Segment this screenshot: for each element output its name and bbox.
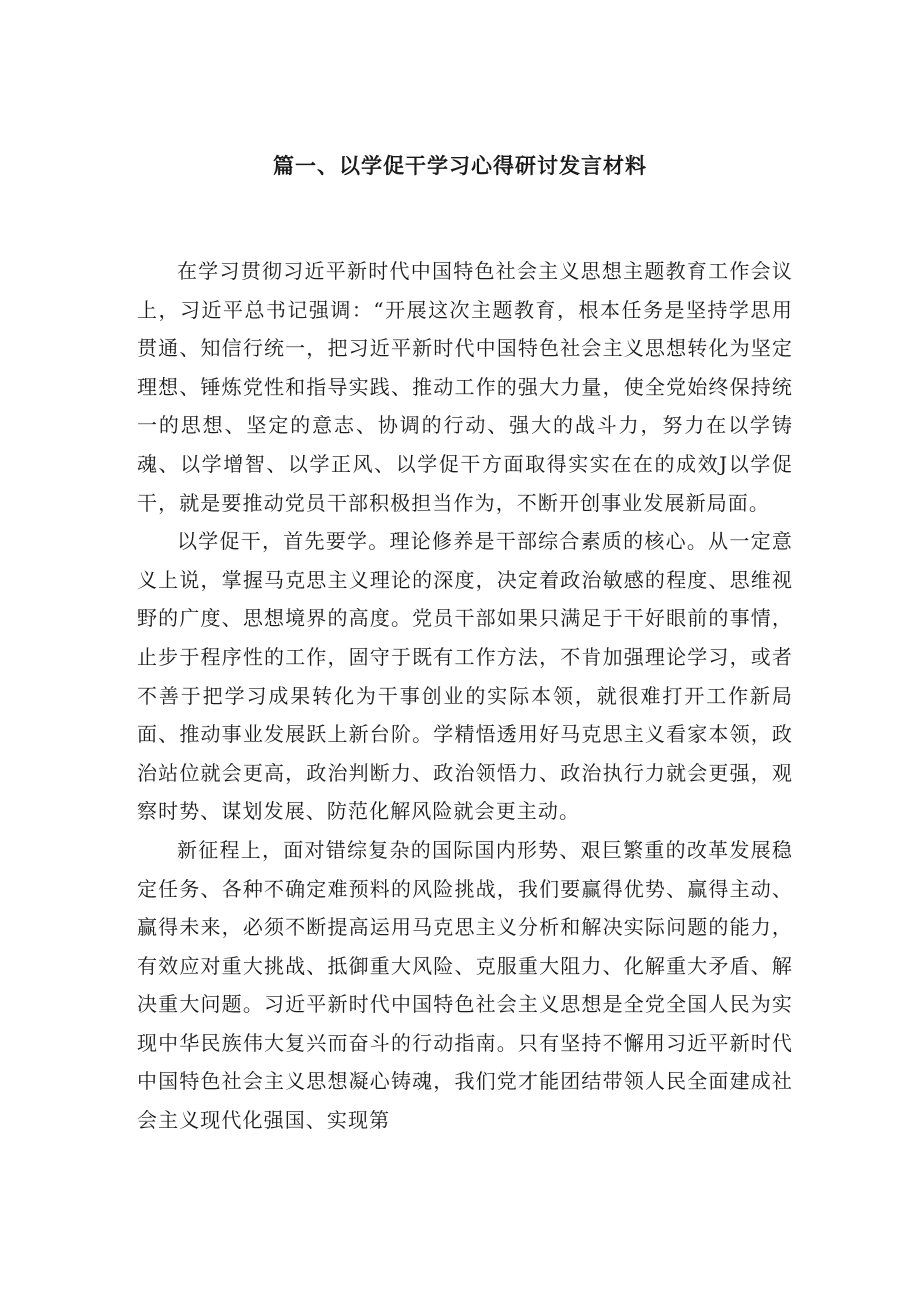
paragraph-3: 新征程上，面对错综复杂的国际国内形势、艰巨繁重的改革发展稳定任务、各种不确定难预料的风险挑战，我们要赢得优势、赢得主动、赢得未来，必须不断提高运用马克思主义分析和解决实际问题的能力，有效应对重大挑战、抵御重大风险、克服重大阻力、化解重大矛盾、解决重大问题。习近平新时代中国特色社会主义思想是全党全国人民为实现中华民族伟大复兴而奋斗的行动指南。只有坚持不懈用习近平新时代中国特色社会主义思想凝心铸魂，我们党才能团结带领人民全面建成社会主义现代化强国、实现第 — [137, 837, 793, 1133]
paragraph-2: 以学促干，首先要学。理论修养是干部综合素质的核心。从一定意义上说，掌握马克思主义理论的深度，决定着政治敏感的程度、思维视野的广度、思想境界的高度。党员干部如果只满足于干好眼前的事情，止步于程序性的工作，固守于既有工作方法，不肯加强理论学习，或者不善于把学习成果转化为干事创业的实际本领，就很难打开工作新局面、推动事业发展跃上新台阶。学精悟透用好马克思主义看家本领，政治站位就会更高，政治判断力、政治领悟力、政治执行力就会更强，观察时势、谋划发展、防范化解风险就会更主动。 — [137, 529, 793, 824]
paragraph-1: 在学习贯彻习近平新时代中国特色社会主义思想主题教育工作会议上，习近平总书记强调：“开展这次主题教育，根本任务是坚持学思用贯通、知信行统一，把习近平新时代中国特色社会主义思想转化为坚定理想、锤炼党性和指导实践、推动工作的强大力量，使全党始终保持统一的思想、坚定的意志、协调的行动、强大的战斗力，努力在以学铸魂、以学增智、以学正风、以学促干方面取得实实在在的成效J以学促干，就是要推动党员干部积极担当作为，不断开创事业发展新局面。 — [137, 259, 793, 515]
document-body — [137, 252, 793, 1140]
document-title: 篇一、以学促干学习心得研讨发言材料 — [273, 154, 647, 178]
